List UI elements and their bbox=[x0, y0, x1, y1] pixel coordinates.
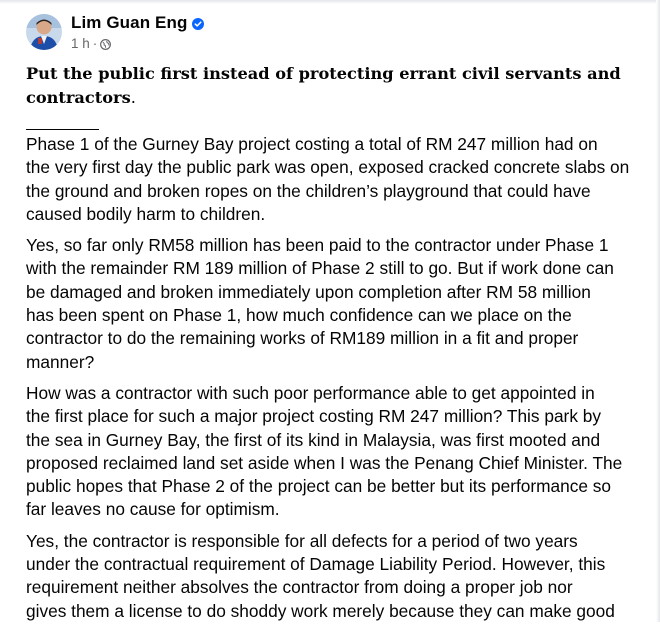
paragraph-line: public hopes that Phase 2 of the project can be better but its performance so bbox=[26, 476, 612, 497]
post-header bbox=[26, 12, 204, 52]
paragraph-line: manner? bbox=[26, 351, 95, 372]
window-edge-right bbox=[656, 0, 660, 622]
paragraph-line: gives them a license to do shoddy work merely because they can make good bbox=[26, 600, 615, 621]
paragraph-line: be damaged and broken immediately upon completion after RM 58 million bbox=[26, 281, 591, 302]
verified-badge-icon bbox=[192, 17, 204, 29]
post-paragraph-3 bbox=[26, 382, 638, 522]
paragraph-line: with the remainder RM 189 million of Phase 2 still to go. But if work done can bbox=[26, 258, 614, 279]
paragraph-line: the first place for such a major project costing RM 247 million? This park by bbox=[26, 406, 602, 427]
post-body bbox=[26, 133, 638, 631]
paragraph-line: requirement neither absolves the contractor from doing a proper job nor bbox=[26, 577, 573, 598]
paragraph-line: caused bodily harm to children. bbox=[26, 203, 266, 224]
post-paragraph-1 bbox=[26, 133, 638, 226]
paragraph-line: the sea in Gurney Bay, the first of its kind in Malaysia, was first mooted and bbox=[26, 429, 601, 450]
headline-period: . bbox=[130, 88, 136, 107]
post-paragraph-2 bbox=[26, 234, 638, 374]
headline-line-1: Put the public first instead of protecting errant civil servants and bbox=[26, 64, 621, 83]
separator-dot: · bbox=[92, 35, 98, 51]
paragraph-line: has been spent on Phase 1, how much confidence can we place on the bbox=[26, 305, 572, 326]
avatar[interactable] bbox=[26, 14, 62, 50]
post-paragraph-4 bbox=[26, 530, 638, 623]
paragraph-line: proposed reclaimed land set aside when I was the Penang Chief Minister. The bbox=[26, 452, 623, 473]
headline-line-2 bbox=[26, 86, 631, 110]
post-timestamp[interactable]: 1 h bbox=[71, 35, 90, 51]
paragraph-line: Yes, so far only RM58 million has been paid to the contractor under Phase 1 bbox=[26, 235, 609, 256]
paragraph-line: far leaves no cause for optimism. bbox=[26, 499, 280, 520]
paragraph-line: How was a contractor with such poor performance able to get appointed in bbox=[26, 382, 595, 403]
author-row bbox=[71, 12, 204, 34]
paragraph-line: Yes, the contractor is responsible for all defects for a period of two years bbox=[26, 530, 578, 551]
paragraph-line: under the contractual requirement of Damage Liability Period. However, this bbox=[26, 554, 606, 575]
author-name[interactable]: Lim Guan Eng bbox=[71, 13, 188, 32]
post-meta bbox=[71, 12, 204, 52]
paragraph-line: the ground and broken ropes on the children’s playground that could have bbox=[26, 180, 591, 201]
headline-line-2-text: contractors bbox=[26, 88, 131, 107]
post-headline bbox=[26, 62, 631, 110]
window-edge-top bbox=[0, 0, 660, 4]
paragraph-line: the very first day the public park was open, exposed cracked concrete slabs on bbox=[26, 157, 630, 178]
paragraph-line: Phase 1 of the Gurney Bay project costing a total of RM 247 million had on bbox=[26, 134, 598, 154]
globe-icon[interactable] bbox=[100, 38, 111, 49]
timestamp-row bbox=[71, 34, 204, 52]
paragraph-line: contractor to do the remaining works of RM189 million in a fit and proper bbox=[26, 328, 579, 349]
divider-line bbox=[26, 129, 99, 130]
